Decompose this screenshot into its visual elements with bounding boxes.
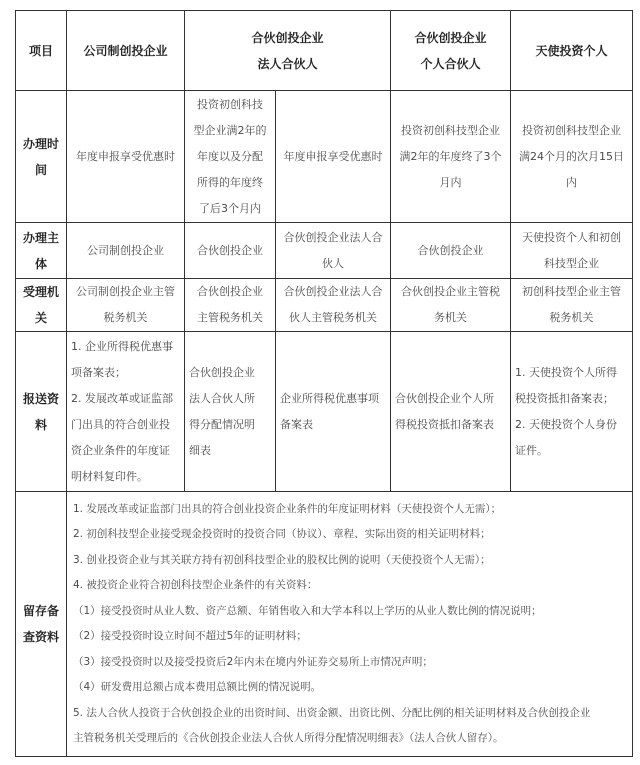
- cell-authority-angel: [511, 279, 633, 332]
- retained-item: 1. 发展改革或证监部门出具的符合创业投资企业条件的年度证明材料（天使投资个人无需）；: [73, 502, 502, 515]
- header-line: 法人合伙人: [257, 56, 318, 71]
- row-label-processing-time: [16, 91, 67, 223]
- label-line: 办理主: [22, 230, 59, 245]
- label-line: 查资料: [22, 630, 59, 644]
- header-line: 个人合伙人: [420, 56, 481, 71]
- cell-retained-list: [67, 492, 633, 757]
- cell-line: 合伙创投企业主管税: [401, 285, 501, 298]
- cell-line: 得税投资抵扣备案表: [395, 417, 495, 431]
- row-submitted-materials: [16, 332, 633, 492]
- cell-line: 合伙创投企业法人合: [283, 230, 383, 244]
- cell-line: 投资初创科技型企业: [401, 123, 501, 137]
- cell-line: 所得的年度终: [197, 175, 263, 189]
- cell-line: 合伙创投企业个人所: [395, 391, 495, 405]
- cell-line: 2. 天使投资个人身份: [515, 417, 618, 431]
- header-corporate-vc: 公司制创投企业: [67, 11, 185, 91]
- cell-line: 主管税务机关: [197, 311, 263, 324]
- cell-line: 税投资抵扣备案表；: [515, 391, 615, 405]
- row-processing-subject: [16, 223, 633, 279]
- cell-line: 投资初创科技: [197, 97, 263, 111]
- cell-line: 年度以及分配: [197, 149, 263, 163]
- label-line: 办理时: [22, 136, 59, 151]
- cell-time-angel: [511, 91, 633, 223]
- cell-line: 细表: [189, 443, 211, 457]
- retained-item: （1）接受投资时从业人数、资产总额、年销售收入和大学本科以上学历的从业人数比例的情况说明；: [73, 604, 542, 617]
- cell-submit-angel: [511, 332, 633, 492]
- cell-line: 合伙创投企业: [197, 285, 263, 298]
- row-label-processing-subject: [16, 223, 67, 279]
- cell-subject-legal-partner-a: 合伙创投企业: [185, 223, 276, 279]
- row-label-submitted-materials: [16, 332, 67, 492]
- retained-item: 4. 被投资企业符合初创科技型企业条件的有关资料：: [73, 579, 318, 591]
- cell-line: 企业所得税优惠事项: [280, 391, 379, 405]
- retained-item: 5. 法人合伙人投资于合伙创投企业的出资时间、出资金额、出资比例、分配比例的相关证明材料及合伙创投企业: [73, 706, 591, 719]
- cell-authority-corporate: [67, 279, 185, 332]
- header-row: [16, 11, 633, 91]
- header-partnership-legal-partner: [185, 11, 391, 91]
- label-line: 报送资: [22, 391, 59, 406]
- cell-line: 满2年的年度终了3个: [399, 149, 502, 163]
- cell-line: 得分配情况明: [189, 417, 255, 431]
- header-line: 合伙创投企业: [414, 30, 487, 45]
- label-line: 间: [34, 162, 47, 177]
- cell-line: 初创科技型企业主管: [522, 285, 622, 298]
- cell-line: 明材料复印件。: [71, 469, 148, 483]
- cell-line: 项备案表；: [71, 365, 126, 379]
- cell-time-corporate: 年度申报享受优惠时: [67, 91, 185, 223]
- row-retained-materials: [16, 492, 633, 757]
- label-line: 体: [34, 256, 47, 271]
- cell-subject-legal-partner-b: [276, 223, 391, 279]
- header-line: 合伙创投企业: [251, 30, 324, 45]
- cell-line: 伙人: [322, 256, 344, 270]
- cell-line: 1. 天使投资个人所得: [515, 365, 618, 379]
- cell-line: 天使投资个人和初创: [522, 230, 622, 244]
- cell-line: 科技型企业: [544, 256, 600, 270]
- cell-line: 1. 企业所得税优惠事: [71, 339, 173, 353]
- cell-authority-legal-partner-a: [185, 279, 276, 332]
- label-line: 料: [34, 417, 47, 432]
- retained-item: 2. 初创科技型企业接受现金投资时的投资合同（协议）、章程、实际出资的相关证明材料；: [73, 528, 491, 540]
- cell-submit-individual-partner: [391, 332, 511, 492]
- retained-item: （3）接受投资时以及接受投资后2年内未在境内外证券交易所上市情况声明；: [73, 655, 433, 668]
- cell-line: 税务机关: [103, 311, 148, 324]
- header-angel-investor: 天使投资个人: [511, 11, 633, 91]
- cell-time-individual-partner: [391, 91, 511, 223]
- cell-submit-legal-partner-b: [276, 332, 391, 492]
- cell-line: 内: [566, 175, 578, 189]
- cell-subject-angel: [511, 223, 633, 279]
- label-line: 受理机: [22, 285, 59, 299]
- cell-line: 伙人主管税务机关: [289, 311, 377, 324]
- cell-line: 资企业条件的年度证: [71, 443, 170, 457]
- header-item: 项目: [16, 11, 67, 91]
- row-processing-time: [16, 91, 633, 223]
- cell-authority-individual-partner: [391, 279, 511, 332]
- retained-item: 3. 创业投资企业与其关联方持有初创科技型企业的股权比例的说明（天使投资个人无需）；: [73, 553, 491, 566]
- row-label-accepting-authority: [16, 279, 67, 332]
- cell-subject-individual-partner: 合伙创投企业: [391, 223, 511, 279]
- cell-authority-legal-partner-b: [276, 279, 391, 332]
- label-line: 留存备: [22, 604, 59, 618]
- cell-line: 月内: [439, 175, 462, 189]
- retained-item: 主管税务机关受理后的《合伙创投企业法人合伙人所得分配情况明细表》（法人合伙人留存）。: [73, 732, 504, 744]
- cell-line: 投资初创科技型企业: [522, 123, 622, 137]
- cell-line: 税务机关: [549, 311, 594, 324]
- cell-line: 备案表: [280, 417, 313, 431]
- retained-item: （2）接受投资时设立时间不超过5年的证明材料；: [73, 630, 307, 642]
- cell-line: 公司制创投企业主管: [76, 285, 175, 298]
- cell-line: 了后3个月内: [199, 201, 261, 215]
- cell-time-legal-partner-a: [185, 91, 276, 223]
- cell-line: 2. 发展改革或证监部: [71, 391, 173, 405]
- tax-procedure-table: [15, 10, 633, 757]
- cell-line: 务机关: [434, 311, 468, 324]
- header-partnership-individual-partner: [391, 11, 511, 91]
- cell-line: 型企业满2年的: [193, 123, 267, 137]
- label-line: 关: [34, 311, 47, 325]
- cell-line: 合伙创投企业: [189, 365, 255, 379]
- cell-line: 证件。: [515, 443, 549, 457]
- cell-submit-legal-partner-a: [185, 332, 276, 492]
- cell-line: 法人合伙人所: [189, 391, 255, 405]
- row-label-retained-materials: [16, 492, 67, 757]
- cell-submit-corporate: [67, 332, 185, 492]
- cell-time-legal-partner-b: 年度申报享受优惠时: [276, 91, 391, 223]
- cell-line: 门出具的符合创业投: [71, 417, 170, 431]
- cell-line: 合伙创投企业法人合: [283, 285, 383, 298]
- retained-item: （4）研发费用总额占成本费用总额比例的情况说明。: [73, 681, 322, 693]
- row-accepting-authority: [16, 279, 633, 332]
- cell-subject-corporate: 公司制创投企业: [67, 223, 185, 279]
- cell-line: 满24个月的次月15日: [519, 149, 625, 163]
